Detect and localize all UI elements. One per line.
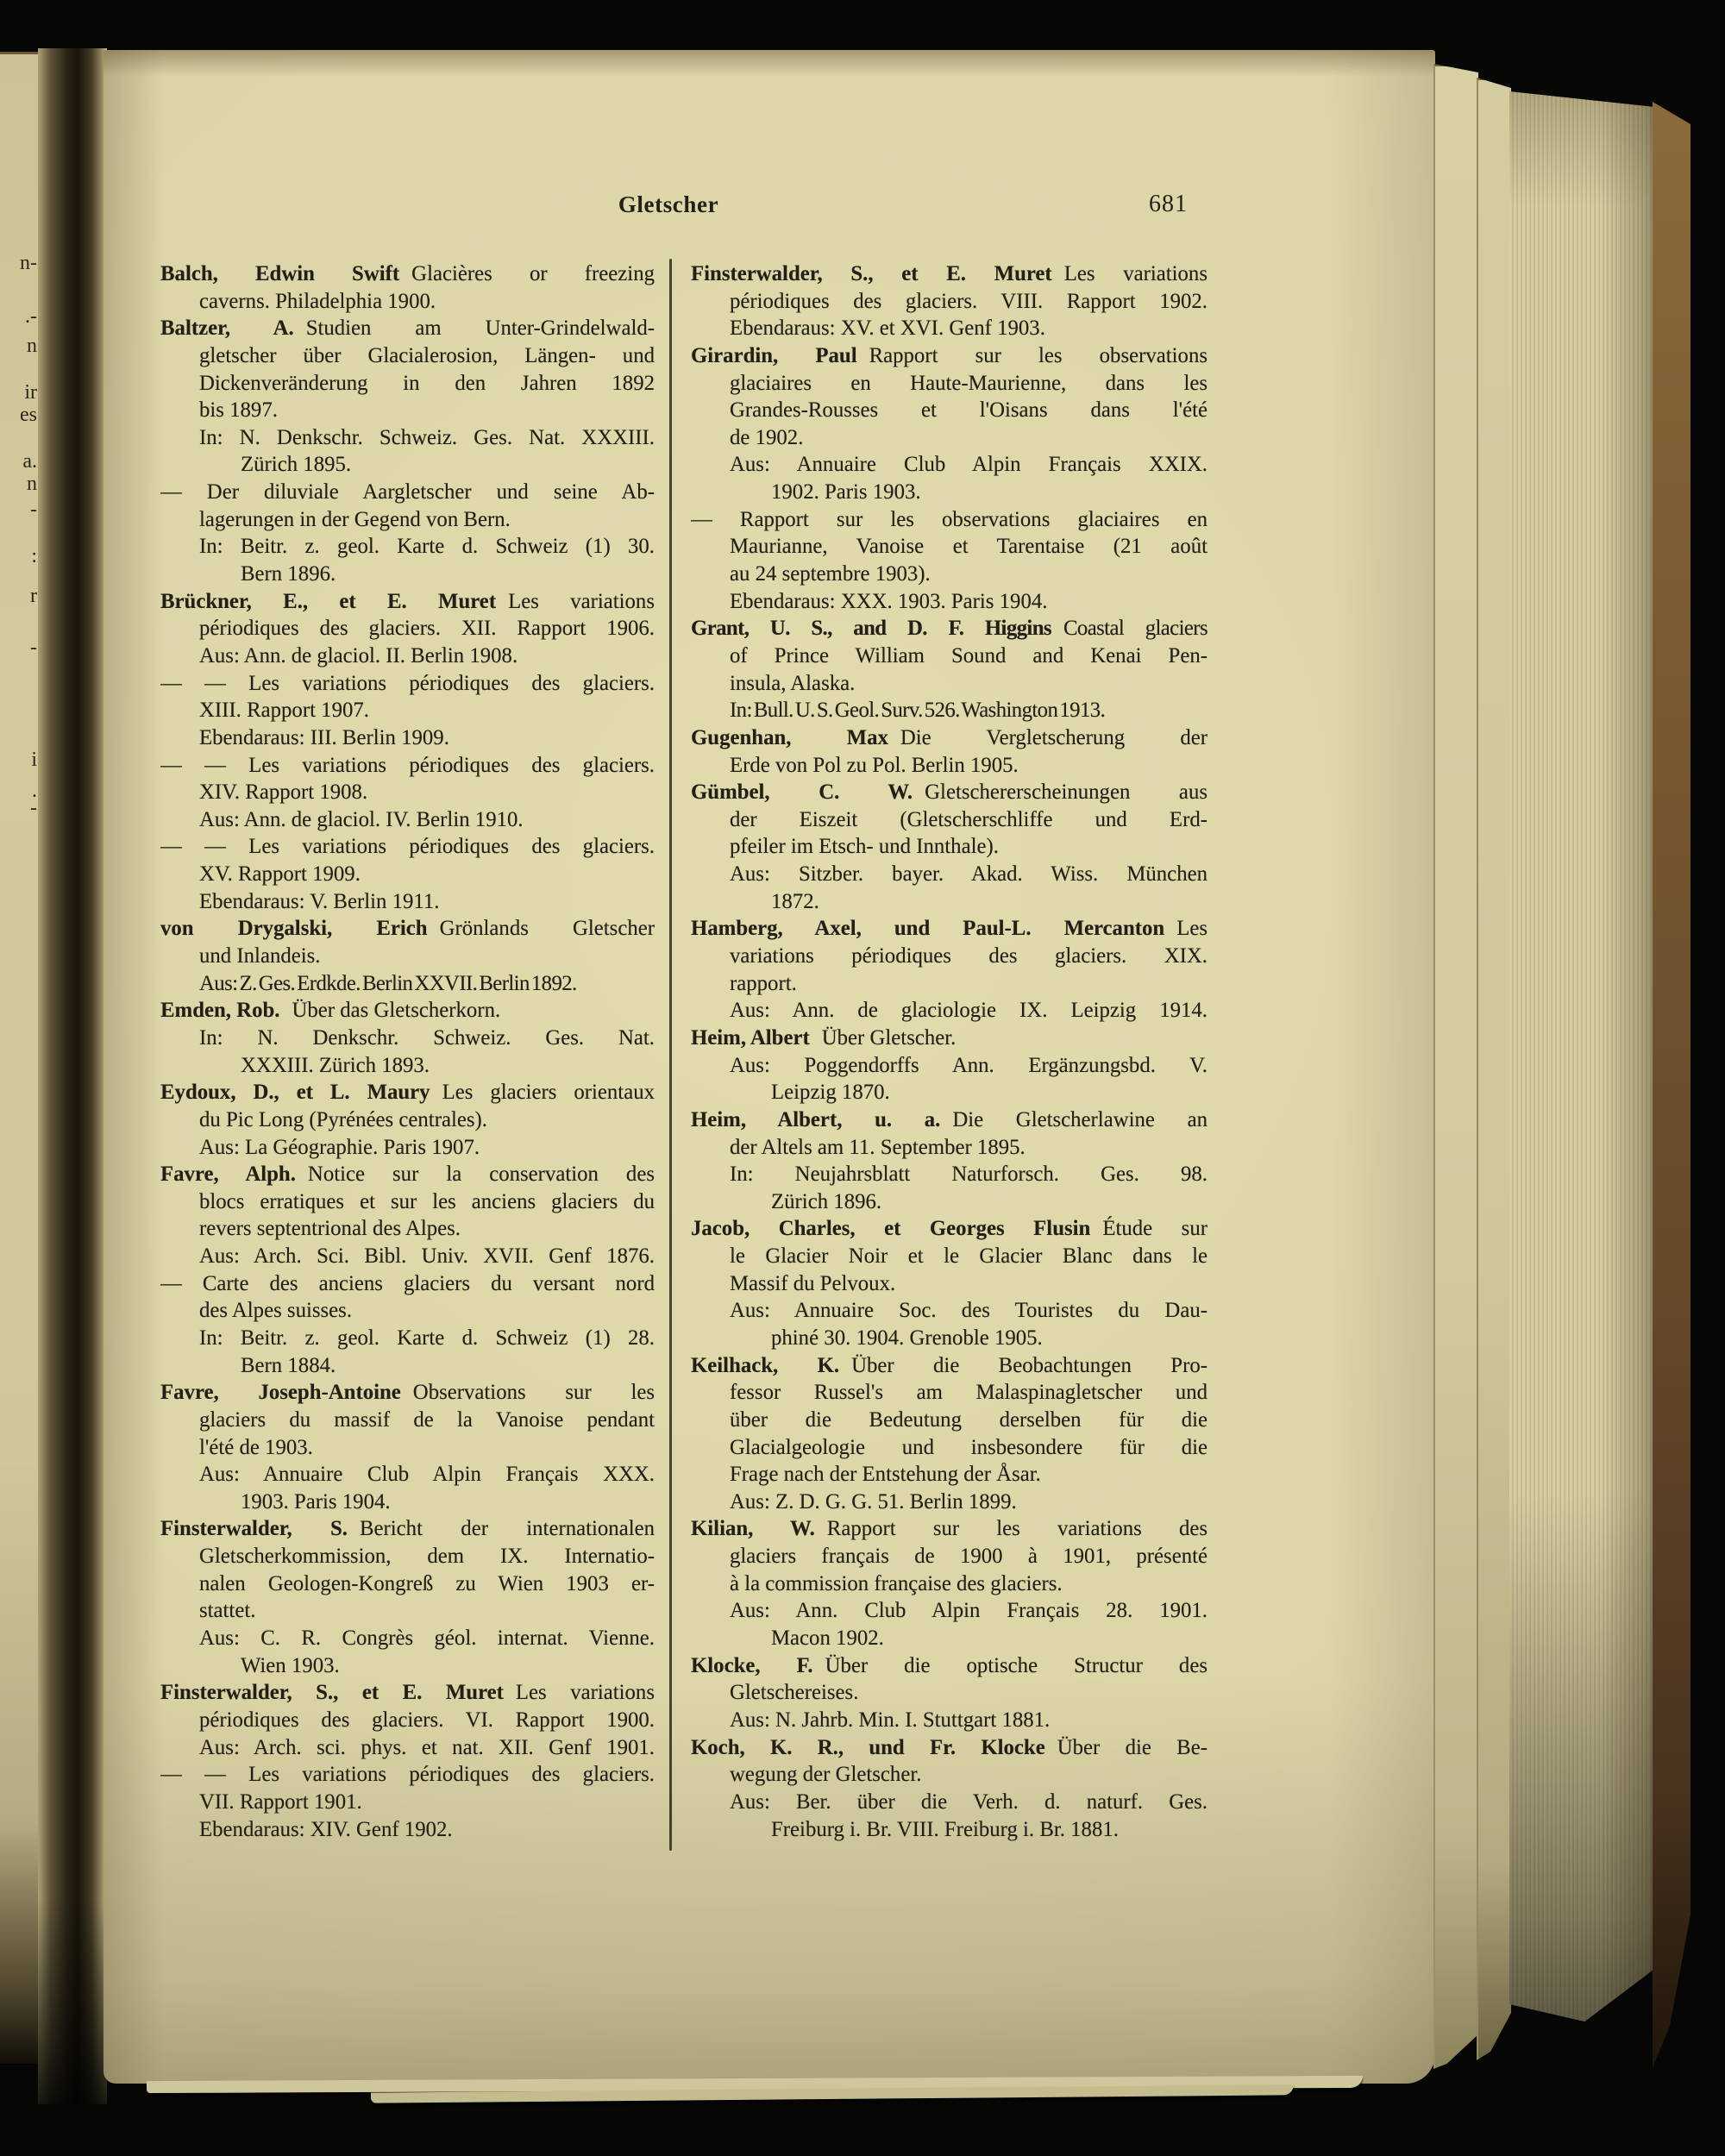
- bibliography-line: Zürich 1895.: [241, 453, 352, 477]
- bibliography-line: 1872.: [771, 889, 819, 913]
- bibliography-line: Leipzig 1870.: [771, 1081, 890, 1105]
- bibliography-entry: [691, 1106, 1208, 1216]
- author-name: Gugenhan, Max: [691, 725, 888, 749]
- author-name: Grant, U. S., and D. F. Higgins: [691, 617, 1051, 641]
- bibliography-entry: [691, 342, 1208, 506]
- bibliography-line: 1903. Paris 1904.: [241, 1489, 391, 1514]
- bibliography-line: Aus: La Géographie. Paris 1907.: [199, 1135, 480, 1159]
- bibliography-line: Aus: Ann. de glaciologie IX. Leipzig 1914.: [730, 999, 1208, 1023]
- bibliography-line: der Altels am 11. September 1895.: [730, 1135, 1026, 1159]
- author-name: Brückner, E., et E. Muret: [160, 589, 497, 613]
- bibliography-line: Grandes-Rousses et l'Oisans dans l'été: [730, 398, 1208, 423]
- bibliography-line: des Alpes suisses.: [199, 1299, 353, 1323]
- bibliography-line: Finsterwalder, S., et E. Muret Les variations: [691, 262, 1208, 285]
- cutoff-text-fragment: es: [20, 404, 37, 426]
- cutoff-text-fragment: n: [27, 335, 37, 357]
- cutoff-text-fragment: .-: [25, 305, 37, 328]
- bibliography-entry: [691, 1215, 1208, 1351]
- bibliography-line: In: Beitr. z. geol. Karte d. Schweiz (1) 28.: [199, 1326, 655, 1350]
- bibliography-line: wegung der Gletscher.: [730, 1763, 922, 1787]
- bibliography-entry: [160, 1679, 655, 1761]
- page-number: 681: [1149, 191, 1188, 217]
- author-name: Favre, Alph.: [160, 1163, 296, 1187]
- bibliography-line: Jacob, Charles, et Georges Flusin Étude sur: [691, 1217, 1208, 1241]
- bibliography-line: 1902. Paris 1903.: [771, 480, 921, 505]
- bibliography-line: du Pic Long (Pyrénées centrales).: [199, 1107, 487, 1131]
- bibliography-line: Bern 1896.: [241, 562, 336, 586]
- bibliography-line: — Der diluviale Aargletscher und seine Ab-: [160, 480, 655, 505]
- bibliography-line: Aus: Ann. de glaciol. IV. Berlin 1910.: [199, 807, 524, 831]
- bibliography-line: of Prince William Sound and Kenai Pen-: [730, 643, 1208, 667]
- author-name: Gümbel, C. W.: [691, 780, 913, 805]
- author-name: Jacob, Charles, et Georges Flusin: [691, 1217, 1091, 1241]
- cutoff-text-fragment: .: [32, 780, 37, 802]
- bibliography-entry: [691, 506, 1208, 616]
- bibliography-line: XV. Rapport 1909.: [199, 862, 361, 887]
- bibliography-line: Aus: Arch. sci. phys. et nat. XII. Genf 1901.: [199, 1735, 655, 1759]
- author-name: Hamberg, Axel, und Paul-L. Mercanton: [691, 917, 1165, 941]
- cutoff-text-fragment: a.: [22, 450, 37, 473]
- bibliography-line: Maurianne, Vanoise et Tarentaise (21 août: [730, 535, 1208, 559]
- author-name: Koch, K. R., und Fr. Klocke: [691, 1735, 1045, 1759]
- bibliography-entry: [160, 1515, 655, 1679]
- bibliography-line: Finsterwalder, S., et E. Muret Les variations: [160, 1681, 655, 1705]
- bibliography-line: der Eiszeit (Gletscherschliffe und Erd-: [730, 807, 1208, 831]
- bibliography-line: Frage nach der Entstehung der Åsar.: [730, 1463, 1041, 1487]
- bibliography-line: — — Les variations périodiques des glaciers.: [160, 835, 655, 859]
- author-name: von Drygalski, Erich: [160, 917, 428, 941]
- bibliography-line: Heim, Albert Über Gletscher.: [691, 1025, 957, 1050]
- bibliography-entry: [160, 833, 655, 915]
- bibliography-line: bis 1897.: [199, 398, 278, 423]
- bibliography-entry: [160, 670, 655, 752]
- bibliography-line: Finsterwalder, S. Bericht der internationalen: [160, 1517, 655, 1541]
- bibliography-line: über die Bedeutung derselben für die: [730, 1407, 1208, 1432]
- bibliography-line: Aus: N. Jahrb. Min. I. Stuttgart 1881.: [730, 1708, 1051, 1732]
- bibliography-line: Emden, Rob. Über das Gletscherkorn.: [160, 999, 501, 1023]
- bibliography-entry: [691, 915, 1208, 1025]
- bibliography-line: Ebendaraus: XXX. 1903. Paris 1904.: [730, 589, 1048, 613]
- bibliography-entry: [160, 1379, 655, 1515]
- author-name: Heim, Albert, u. a.: [691, 1107, 941, 1131]
- bibliography-line: Keilhack, K. Über die Beobachtungen Pro-: [691, 1353, 1208, 1377]
- bibliography-line: revers septentrional des Alpes.: [199, 1217, 461, 1241]
- bibliography-line: caverns. Philadelphia 1900.: [199, 289, 436, 313]
- bibliography-line: Favre, Joseph-Antoine Observations sur les: [160, 1381, 655, 1405]
- bibliography-line: Aus: Ann. Club Alpin Français 28. 1901.: [730, 1599, 1208, 1623]
- bibliography-line: nalen Geologen-Kongreß zu Wien 1903 er-: [199, 1571, 655, 1595]
- bibliography-line: Ebendaraus: XIV. Genf 1902.: [199, 1817, 453, 1841]
- bibliography-line: Hamberg, Axel, und Paul-L. Mercanton Les: [691, 917, 1208, 941]
- bibliography-line: Aus: Ann. de glaciol. II. Berlin 1908.: [199, 643, 518, 667]
- bibliography-line: rapport.: [730, 971, 797, 995]
- bibliography-line: stattet.: [199, 1599, 256, 1623]
- bibliography-entry: [691, 779, 1208, 915]
- bibliography-entry: [160, 1761, 655, 1843]
- bibliography-line: Heim, Albert, u. a. Die Gletscherlawine an: [691, 1107, 1208, 1131]
- bibliography-line: phiné 30. 1904. Grenoble 1905.: [771, 1326, 1043, 1350]
- author-name: Kilian, W.: [691, 1517, 815, 1541]
- bibliography-entry: [160, 260, 655, 315]
- author-name: Baltzer, A.: [160, 317, 294, 341]
- bibliography-entry: [691, 1652, 1208, 1734]
- bibliography-line: Brückner, E., et E. Muret Les variations: [160, 589, 655, 613]
- bibliography-line: Favre, Alph. Notice sur la conservation des: [160, 1163, 655, 1187]
- bibliography-line: In: Beitr. z. geol. Karte d. Schweiz (1) 30.: [199, 535, 655, 559]
- bibliography-line: Massif du Pelvoux.: [730, 1271, 896, 1295]
- bibliography-entry: [691, 724, 1208, 779]
- book-page: [104, 50, 1435, 2084]
- bibliography-line: de 1902.: [730, 425, 804, 449]
- bibliography-line: — Carte des anciens glaciers du versant nord: [160, 1271, 655, 1295]
- author-name: Eydoux, D., et L. Maury: [160, 1081, 430, 1105]
- bibliography-line: l'été de 1903.: [199, 1435, 313, 1459]
- cutoff-text-fragment: -: [30, 797, 37, 819]
- book-cover-edge: [1653, 102, 1690, 2078]
- bibliography-line: In: Neujahrsblatt Naturforsch. Ges. 98.: [730, 1163, 1208, 1187]
- bibliography-line: Aus: C. R. Congrès géol. internat. Vienne.: [199, 1626, 655, 1651]
- bibliography-entry: [160, 1079, 655, 1161]
- bibliography-line: Koch, K. R., und Fr. Klocke Über die Be-: [691, 1735, 1208, 1759]
- bibliography-line: Aus: Ber. über die Verh. d. naturf. Ges.: [730, 1789, 1208, 1814]
- bibliography-line: Aus: Annuaire Soc. des Touristes du Dau-: [730, 1299, 1208, 1323]
- bibliography-line: Aus: Sitzber. bayer. Akad. Wiss. München: [730, 862, 1208, 887]
- bibliography-line: périodiques des glaciers. VIII. Rapport 1902.: [730, 289, 1208, 313]
- bibliography-line: blocs erratiques et sur les anciens glaciers du: [199, 1189, 655, 1213]
- bibliography-line: Baltzer, A. Studien am Unter-Grindelwald-: [160, 317, 655, 341]
- bibliography-line: périodiques des glaciers. XII. Rapport 1906.: [199, 617, 655, 641]
- bibliography-line: Glacialgeologie und insbesondere für die: [730, 1435, 1208, 1459]
- bibliography-line: Aus: Arch. Sci. Bibl. Univ. XVII. Genf 1876.: [199, 1244, 655, 1269]
- bibliography-entry: [160, 752, 655, 834]
- bibliography-line: glaciaires en Haute-Maurienne, dans les: [730, 371, 1208, 395]
- running-head: Gletscher: [618, 191, 719, 217]
- bibliography-line: périodiques des glaciers. VI. Rapport 1900.: [199, 1708, 655, 1732]
- cutoff-text-fragment: :: [31, 545, 37, 567]
- bibliography-line: In: N. Denkschr. Schweiz. Ges. Nat.: [199, 1025, 655, 1050]
- bibliography-entry: [691, 1734, 1208, 1844]
- bibliography-entry: [160, 915, 655, 997]
- bibliography-line: XIII. Rapport 1907.: [199, 699, 369, 723]
- author-name: Finsterwalder, S.: [160, 1517, 348, 1541]
- bibliography-line: le Glacier Noir et le Glacier Blanc dans le: [730, 1244, 1208, 1269]
- bibliography-line: Ebendaraus: V. Berlin 1911.: [199, 889, 440, 913]
- facing-page-sliver: [0, 52, 40, 2064]
- bibliography-line: Girardin, Paul Rapport sur les observations: [691, 343, 1208, 367]
- bibliography-line: Ebendaraus: XV. et XVI. Genf 1903.: [730, 317, 1045, 341]
- bibliography-line: variations périodiques des glaciers. XIX.: [730, 944, 1208, 968]
- bibliography-column-left: [160, 260, 655, 1843]
- bibliography-entry: [160, 315, 655, 479]
- bibliography-line: Wien 1903.: [241, 1653, 340, 1677]
- bibliography-entry: [691, 615, 1208, 724]
- cutoff-text-fragment: -: [30, 498, 37, 521]
- author-name: Finsterwalder, S., et E. Muret: [160, 1681, 504, 1705]
- bibliography-line: von Drygalski, Erich Grönlands Gletscher: [160, 917, 655, 941]
- bibliography-line: Freiburg i. Br. VIII. Freiburg i. Br. 1881.: [771, 1817, 1119, 1841]
- author-name: Heim, Albert: [691, 1025, 810, 1050]
- cutoff-text-fragment: r: [30, 585, 37, 607]
- bibliography-line: und Inlandeis.: [199, 944, 321, 968]
- bibliography-entry: [691, 1025, 1208, 1106]
- bibliography-line: à la commission française des glaciers.: [730, 1571, 1063, 1595]
- bibliography-line: Ebendaraus: III. Berlin 1909.: [199, 725, 449, 749]
- author-name: Finsterwalder, S., et E. Muret: [691, 262, 1052, 285]
- cutoff-text-fragment: n-: [20, 252, 37, 274]
- page-stack-step: [1433, 64, 1478, 2069]
- bibliography-line: Gümbel, C. W. Gletschererscheinungen aus: [691, 780, 1208, 805]
- bibliography-line: Balch, Edwin Swift Glacières or freezing: [160, 262, 655, 285]
- bibliography-line: Aus: Z. D. G. G. 51. Berlin 1899.: [730, 1489, 1017, 1514]
- author-name: Klocke, F.: [691, 1653, 813, 1677]
- author-name: Favre, Joseph-Antoine: [160, 1381, 401, 1405]
- bibliography-entry: [691, 260, 1208, 342]
- bibliography-line: Macon 1902.: [771, 1626, 884, 1651]
- bibliography-line: Dickenveränderung in den Jahren 1892: [199, 371, 655, 395]
- cutoff-text-fragment: ir: [24, 381, 37, 404]
- bibliography-line: Gletschereises.: [730, 1681, 859, 1705]
- column-divider: [669, 259, 672, 1851]
- bibliography-line: — Rapport sur les observations glaciaires en: [691, 507, 1208, 531]
- bibliography-line: Kilian, W. Rapport sur les variations des: [691, 1517, 1208, 1541]
- author-name: Balch, Edwin Swift: [160, 262, 400, 285]
- bibliography-line: Erde von Pol zu Pol. Berlin 1905.: [730, 753, 1019, 777]
- bibliography-entry: [160, 588, 655, 670]
- bibliography-line: — — Les variations périodiques des glaciers.: [160, 671, 655, 695]
- bibliography-entry: [160, 1161, 655, 1270]
- bibliography-entry: [160, 1270, 655, 1380]
- bibliography-line: au 24 septembre 1903).: [730, 562, 931, 586]
- bibliography-line: VII. Rapport 1901.: [199, 1789, 362, 1814]
- fore-edge-pages: [1509, 91, 1654, 2034]
- cutoff-text-fragment: i: [31, 749, 37, 771]
- bibliography-line: Gugenhan, Max Die Vergletscherung der: [691, 725, 1208, 749]
- bibliography-entry: [160, 479, 655, 588]
- bibliography-line: Bern 1884.: [241, 1353, 336, 1377]
- bibliography-line: In: N. Denkschr. Schweiz. Ges. Nat. XXXIII.: [199, 425, 655, 449]
- bibliography-line: In: Bull. U. S. Geol. Surv. 526. Washington 1913.: [730, 699, 1106, 723]
- gutter-shadow: [38, 48, 107, 2104]
- bibliography-line: Eydoux, D., et L. Maury Les glaciers orientaux: [160, 1081, 655, 1105]
- bibliography-line: Aus: Poggendorffs Ann. Ergänzungsbd. V.: [730, 1053, 1208, 1077]
- bibliography-line: insula, Alaska.: [730, 671, 856, 695]
- author-name: Emden, Rob.: [160, 999, 280, 1023]
- bibliography-line: fessor Russel's am Malaspinagletscher und: [730, 1381, 1208, 1405]
- bibliography-line: Gletscherkommission, dem IX. Internatio-: [199, 1545, 655, 1569]
- cutoff-text-fragment: n: [27, 473, 37, 495]
- bibliography-line: — — Les variations périodiques des glaciers.: [160, 1763, 655, 1787]
- bibliography-column-right: [691, 260, 1208, 1843]
- bibliography-line: Aus: Z. Ges. Erdkde. Berlin XXVII. Berlin 1892.: [199, 971, 577, 995]
- bibliography-line: glaciers du massif de la Vanoise pendant: [199, 1407, 655, 1432]
- cutoff-text-fragment: -: [30, 636, 37, 659]
- bibliography-line: Aus: Annuaire Club Alpin Français XXX.: [199, 1463, 655, 1487]
- bibliography-entry: [160, 997, 655, 1079]
- author-name: Keilhack, K.: [691, 1353, 840, 1377]
- bibliography-line: — — Les variations périodiques des glaciers.: [160, 753, 655, 777]
- bibliography-line: Aus: Annuaire Club Alpin Français XXIX.: [730, 453, 1208, 477]
- bibliography-line: Grant, U. S., and D. F. Higgins Coastal glaciers: [691, 617, 1208, 641]
- bibliography-line: glaciers français de 1900 à 1901, présenté: [730, 1545, 1208, 1569]
- author-name: Girardin, Paul: [691, 343, 857, 367]
- bibliography-line: XIV. Rapport 1908.: [199, 780, 368, 805]
- bibliography-line: lagerungen in der Gegend von Bern.: [199, 507, 511, 531]
- bibliography-entry: [691, 1515, 1208, 1651]
- bibliography-line: gletscher über Glacialerosion, Längen- und: [199, 343, 655, 367]
- bibliography-line: pfeiler im Etsch- und Innthale).: [730, 835, 999, 859]
- bibliography-line: Klocke, F. Über die optische Structur des: [691, 1653, 1208, 1677]
- bibliography-entry: [691, 1352, 1208, 1516]
- bibliography-line: Zürich 1896.: [771, 1189, 882, 1213]
- bibliography-line: XXXIII. Zürich 1893.: [241, 1053, 430, 1077]
- page-stack-step: [1477, 78, 1511, 2060]
